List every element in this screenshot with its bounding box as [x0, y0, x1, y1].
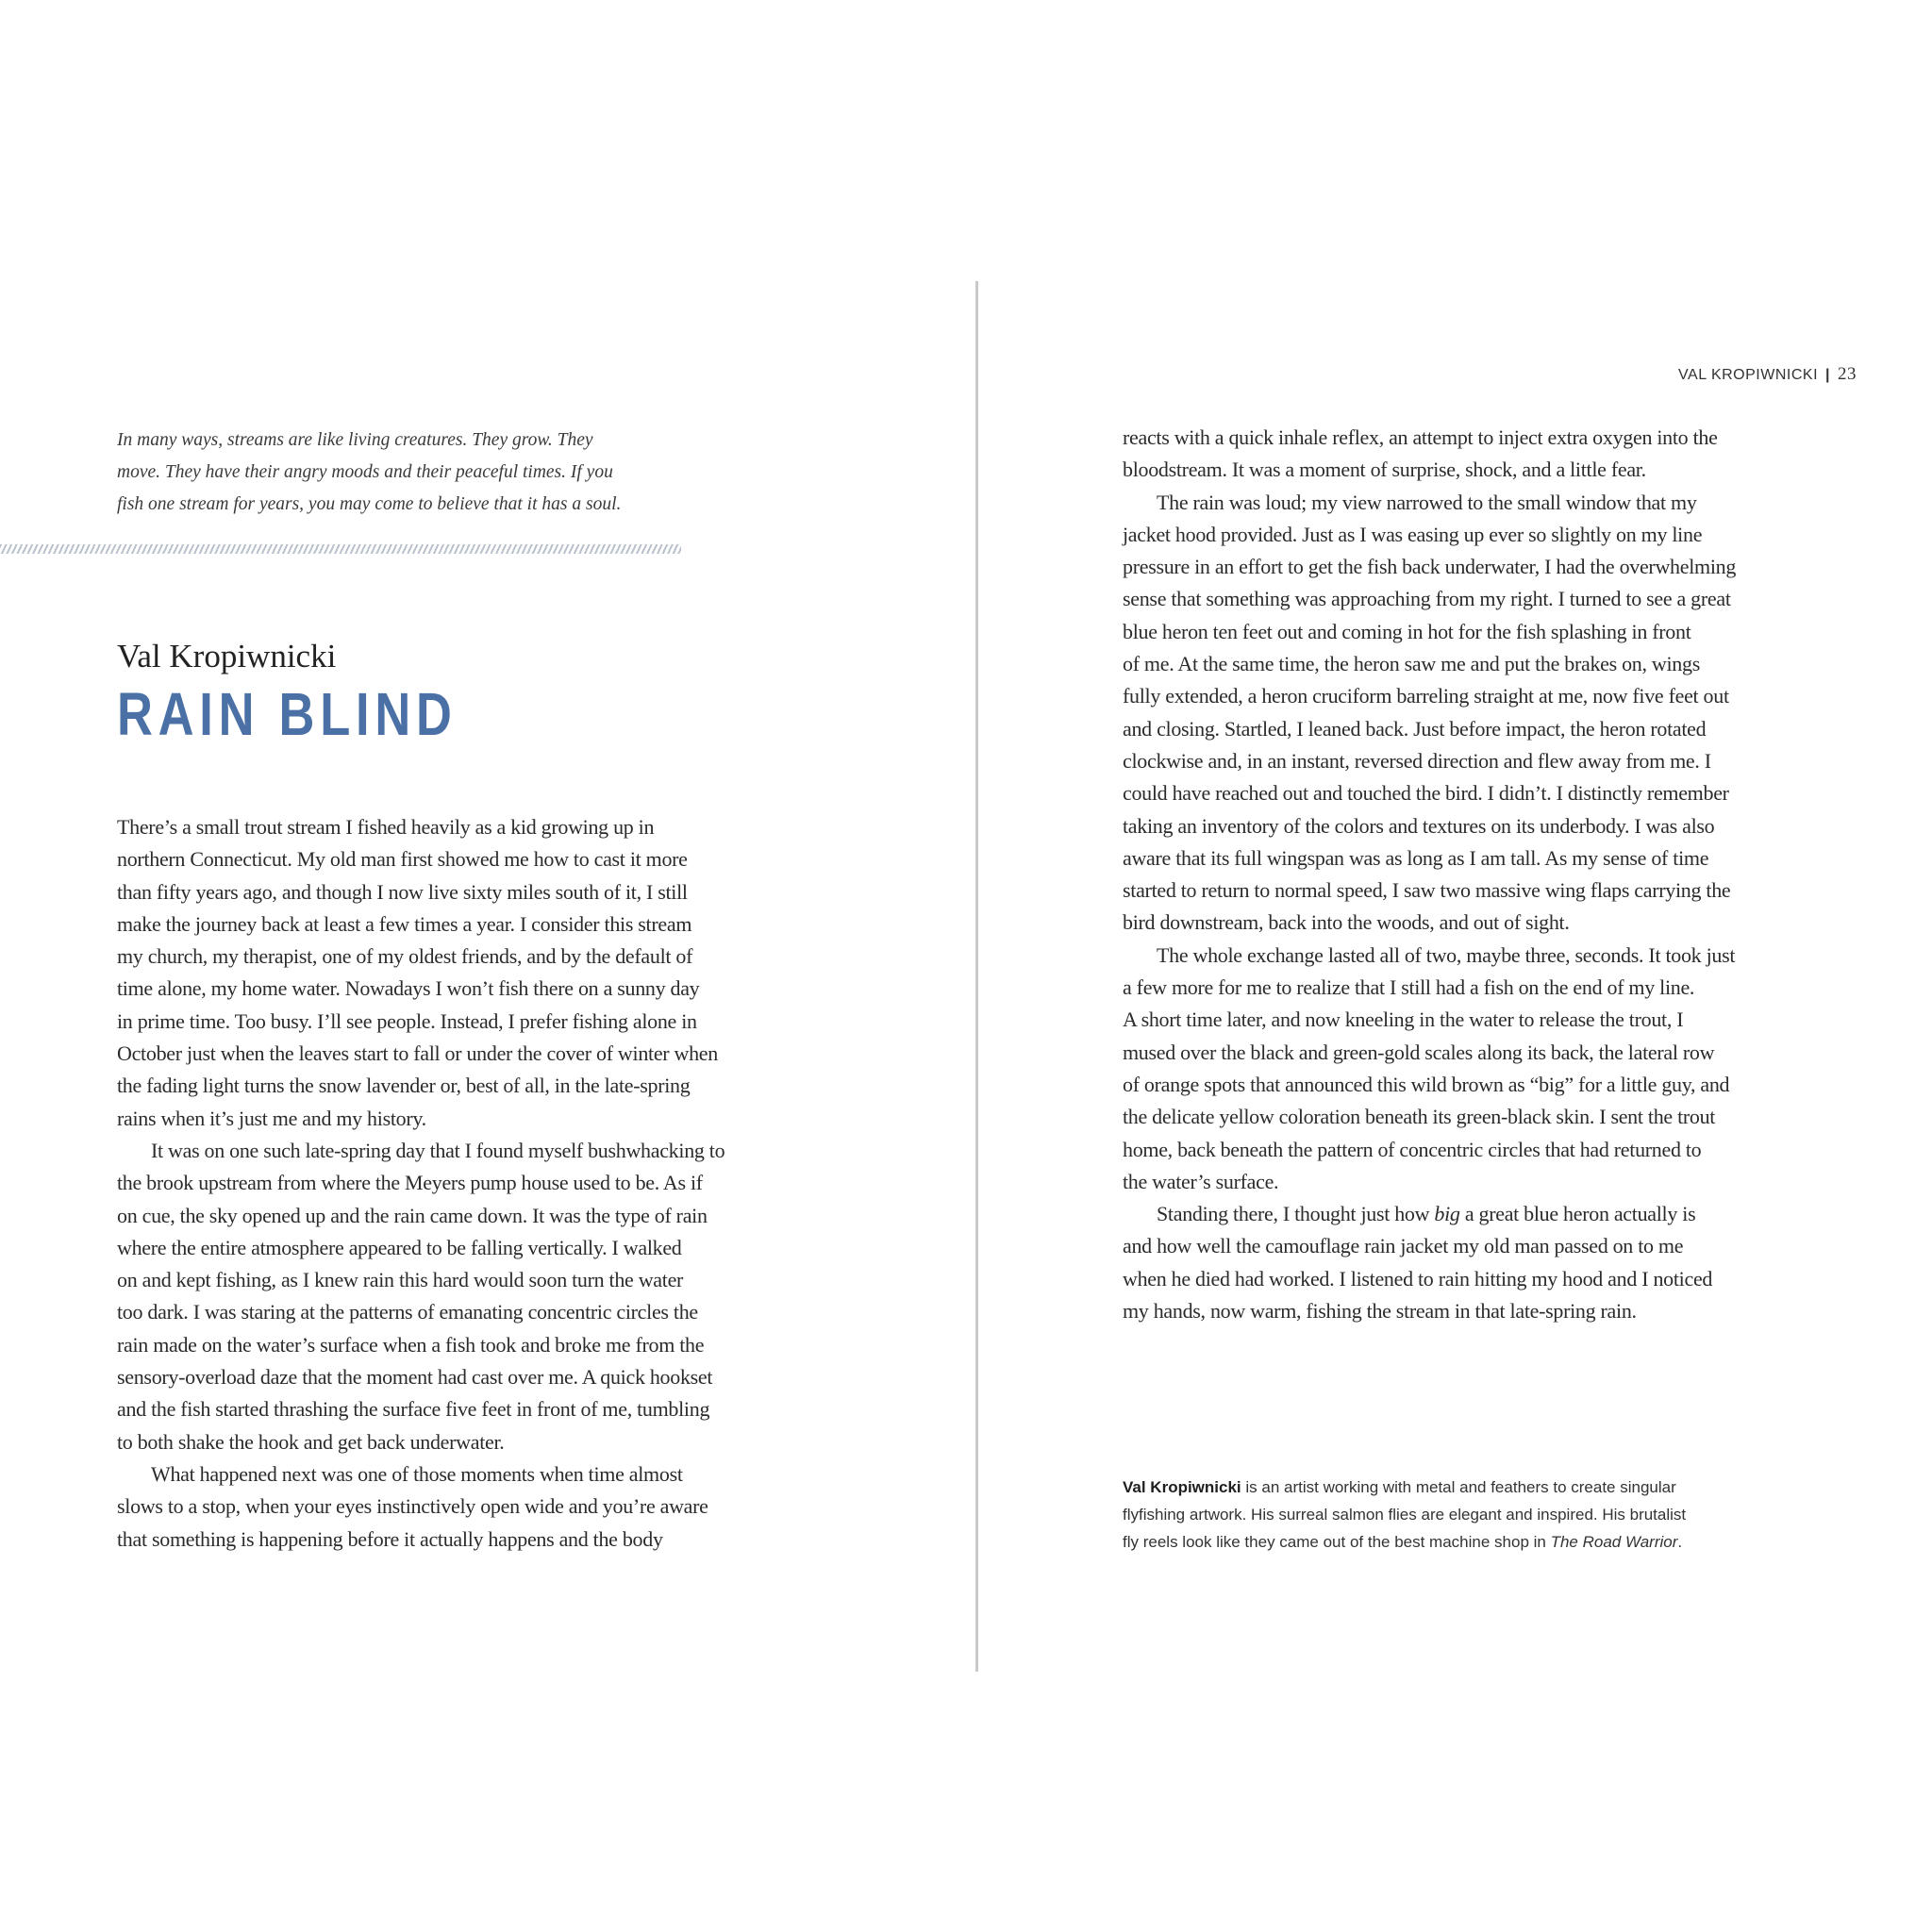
text-line: on and kept fishing, as I knew rain this hard would soon turn the water — [117, 1268, 684, 1292]
text-line: rain made on the water’s surface when a fish took and broke me from the — [117, 1332, 705, 1357]
text-line: the water’s surface. — [1123, 1169, 1279, 1193]
page-number: 23 — [1838, 364, 1857, 384]
text-line: and the fish started thrashing the surface five feet in front of me, tumbling — [117, 1397, 710, 1422]
bio-line — [1123, 1528, 1783, 1556]
text-line: sense that something was approaching from my right. I turned to see a great — [1123, 587, 1731, 611]
text-line: There’s a small trout stream I fished heavily as a kid growing up in — [117, 815, 655, 839]
text-line: October just when the leaves start to fall or under the cover of winter when — [117, 1041, 718, 1066]
text-line: What happened next was one of those moments when time almost — [151, 1461, 683, 1486]
text-line: the fading light turns the snow lavender or, best of all, in the late-spring — [117, 1074, 691, 1098]
text-line: to both shake the hook and get back underwater. — [117, 1429, 505, 1454]
text-line: blue heron ten feet out and coming in hot for the fish splashing in front — [1123, 619, 1691, 643]
text-line: A short time later, and now kneeling in the water to release the trout, I — [1123, 1008, 1684, 1032]
bio-author-name: Val Kropiwnicki — [1123, 1478, 1241, 1496]
text-line: and how well the camouflage rain jacket my old man passed on to me — [1123, 1234, 1684, 1258]
bio-line — [1123, 1474, 1783, 1501]
text-line: The whole exchange lasted all of two, maybe three, seconds. It took just — [1157, 942, 1736, 967]
text-line: taking an inventory of the colors and textures on its underbody. I was also — [1123, 813, 1715, 838]
author-bio — [1123, 1474, 1783, 1556]
text-line: clockwise and, in an instant, reversed direction and flew away from me. I — [1123, 748, 1711, 773]
bio-line: flyfishing artwork. His surreal salmon flies are elegant and inspired. His brutalist — [1123, 1506, 1687, 1524]
text-line: reacts with a quick inhale reflex, an attempt to inject extra oxygen into the — [1123, 425, 1718, 449]
text-line: home, back beneath the pattern of concentric circles that had returned to — [1123, 1137, 1702, 1161]
text-line: The rain was loud; my view narrowed to the small window that my — [1157, 490, 1697, 514]
text-line: make the journey back at least a few times a year. I consider this stream — [117, 911, 692, 936]
text-line: northern Connecticut. My old man first showed me how to cast it more — [117, 847, 688, 872]
text-line: jacket hood provided. Just as I was easing up ever so slightly on my line — [1123, 522, 1703, 546]
text-line: started to return to normal speed, I saw two massive wing flaps carrying the — [1123, 878, 1731, 903]
text-line: sensory-overload daze that the moment had cast over me. A quick hookset — [117, 1365, 713, 1390]
text-line: bird downstream, back into the woods, and out of sight. — [1123, 910, 1570, 935]
text-line: mused over the black and green-gold scales along its back, the lateral row — [1123, 1040, 1715, 1064]
text-line: the delicate yellow coloration beneath its green-black skin. I sent the trout — [1123, 1105, 1716, 1129]
gutter-divider — [975, 281, 978, 1672]
hatched-divider — [0, 544, 681, 554]
text-line: and closing. Startled, I leaned back. Just before impact, the heron rotated — [1123, 716, 1707, 741]
text-line: on cue, the sky opened up and the rain came down. It was the type of rain — [117, 1203, 708, 1227]
epigraph-line: In many ways, streams are like living creatures. They grow. They — [117, 430, 593, 450]
text-line: than fifty years ago, and though I now live sixty miles south of it, I still — [117, 879, 688, 904]
body-text-left-column — [117, 811, 843, 1556]
body-text-right-column — [1123, 422, 1849, 1327]
text-line: fully extended, a heron cruciform barreling straight at me, now five feet out — [1123, 684, 1729, 708]
text-line: the brook upstream from where the Meyers pump house used to be. As if — [117, 1171, 703, 1195]
text-line: where the entire atmosphere appeared to be falling vertically. I walked — [117, 1235, 682, 1259]
epigraph — [117, 425, 702, 521]
text-line: It was on one such late-spring day that I found myself bushwhacking to — [151, 1138, 725, 1162]
text-line: of me. At the same time, the heron saw me and put the brakes on, wings — [1123, 652, 1700, 676]
epigraph-line: move. They have their angry moods and their peaceful times. If you — [117, 462, 613, 482]
epigraph-line: fish one stream for years, you may come to believe that it has a soul. — [117, 494, 622, 514]
bio-film-title: The Road Warrior — [1550, 1533, 1678, 1551]
text-line: rains when it’s just me and my history. — [117, 1106, 426, 1130]
story-title: RAIN BLIND — [117, 680, 458, 748]
text-line: too dark. I was staring at the patterns of emanating concentric circles the — [117, 1300, 698, 1324]
text-line: pressure in an effort to get the fish back underwater, I had the overwhelming — [1123, 555, 1737, 579]
text-line: time alone, my home water. Nowadays I won’t fish there on a sunny day — [117, 976, 700, 1001]
text-line — [1123, 1198, 1849, 1230]
running-head-separator: | — [1825, 367, 1830, 383]
text-line: that something is happening before it actually happens and the body — [117, 1526, 663, 1551]
text-line: my hands, now warm, fishing the stream in that late-spring rain. — [1123, 1299, 1637, 1324]
text-run: a great blue heron actually is — [1459, 1202, 1696, 1226]
text-run: Standing there, I thought just how — [1157, 1202, 1435, 1226]
text-line: could have reached out and touched the bird. I didn’t. I distinctly remember — [1123, 781, 1729, 806]
text-line: in prime time. Too busy. I’ll see people. Instead, I prefer fishing alone in — [117, 1008, 697, 1033]
text-line: my church, my therapist, one of my oldest friends, and by the default of — [117, 944, 693, 969]
bio-text: fly reels look like they came out of the best machine shop in — [1123, 1533, 1551, 1551]
text-line: when he died had worked. I listened to rain hitting my hood and I noticed — [1123, 1266, 1713, 1291]
running-head-author: VAL KROPIWNICKI — [1678, 367, 1819, 383]
text-line: a few more for me to realize that I still had a fish on the end of my line. — [1123, 975, 1695, 1000]
bio-text: . — [1677, 1533, 1683, 1551]
text-line: aware that its full wingspan was as long as I am tall. As my sense of time — [1123, 845, 1709, 870]
text-line: slows to a stop, when your eyes instinctively open wide and you’re aware — [117, 1494, 708, 1519]
bio-text: is an artist working with metal and feathers to create singular — [1241, 1478, 1676, 1496]
author-name-heading: Val Kropiwnicki — [117, 638, 337, 675]
text-line: bloodstream. It was a moment of surprise, shock, and a little fear. — [1123, 458, 1646, 482]
text-line: of orange spots that announced this wild brown as “big” for a little guy, and — [1123, 1072, 1730, 1096]
running-head — [1678, 364, 1857, 385]
emphasis: big — [1434, 1202, 1460, 1226]
